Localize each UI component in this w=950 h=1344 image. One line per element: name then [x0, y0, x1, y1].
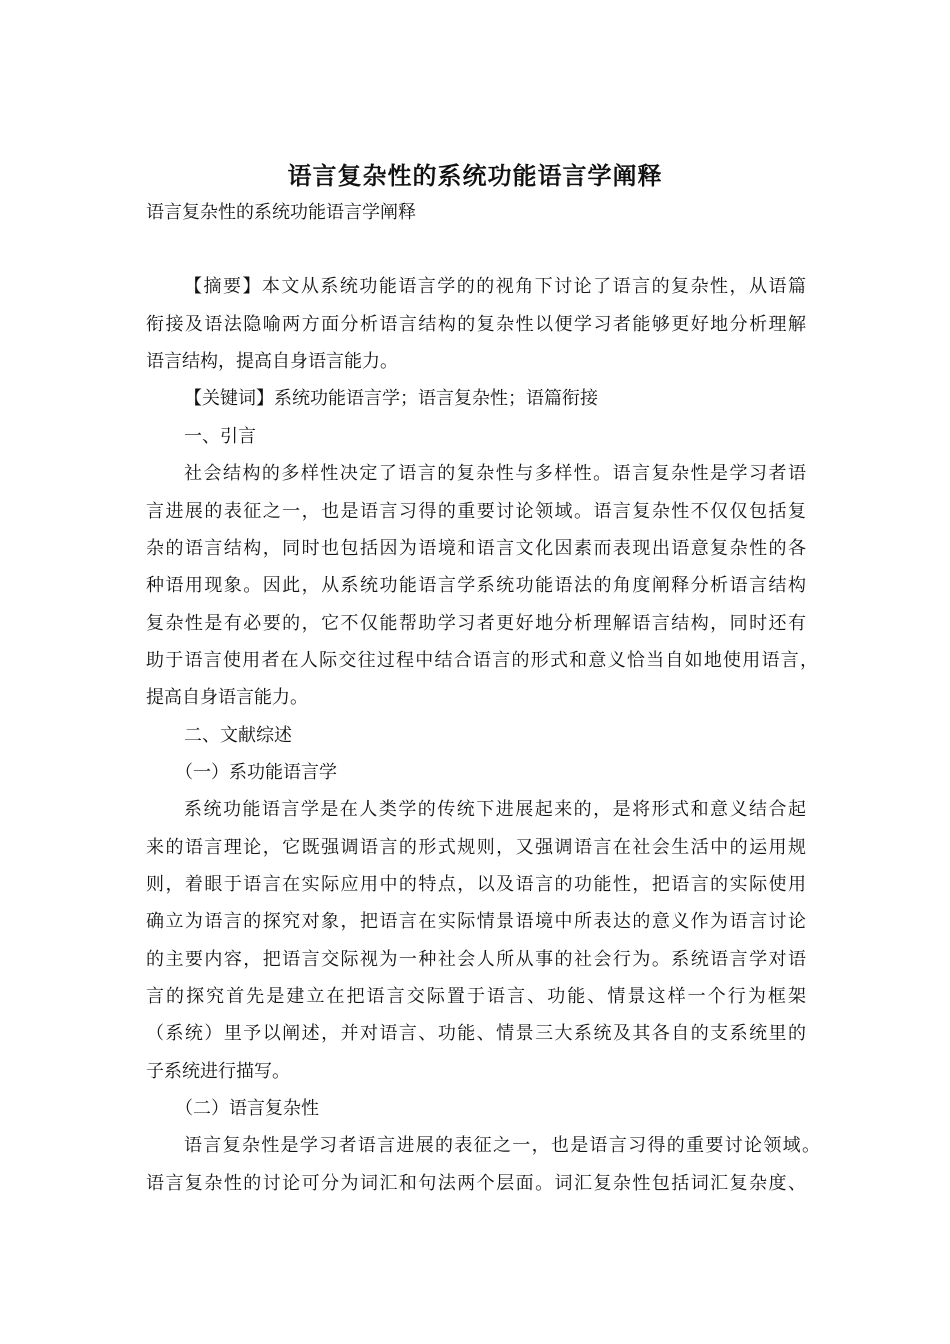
paragraph-line: 提高自身语言能力。 — [146, 687, 308, 708]
paragraph-line: 杂的语言结构，同时也包括因为语境和语言文化因素而表现出语意复杂性的各 — [146, 538, 806, 559]
paragraph-line: 复杂性是有必要的，它不仅能帮助学习者更好地分析理解语言结构，同时还有 — [146, 613, 806, 634]
section-heading: 一、引言 — [184, 426, 256, 447]
paragraph-line: （系统）里予以阐述，并对语言、功能、情景三大系统及其各自的支系统里的 — [146, 1023, 806, 1044]
document-subtitle: 语言复杂性的系统功能语言学阐释 — [146, 202, 416, 223]
paragraph-line: 种语用现象。因此，从系统功能语言学系统功能语法的角度阐释分析语言结构 — [146, 575, 806, 596]
document-title: 语言复杂性的系统功能语言学阐释 — [287, 161, 663, 190]
paragraph-line: 来的语言理论，它既强调语言的形式规则，又强调语言在社会生活中的运用规 — [146, 837, 806, 858]
paragraph-line: 子系统进行描写。 — [146, 1061, 290, 1082]
paragraph-line: 言进展的表征之一，也是语言习得的重要讨论领域。语言复杂性不仅仅包括复 — [146, 501, 806, 522]
paragraph-line: 确立为语言的探究对象，把语言在实际情景语境中所表达的意义作为语言讨论 — [146, 911, 806, 932]
abstract-line: 衔接及语法隐喻两方面分析语言结构的复杂性以便学习者能够更好地分析理解 — [146, 314, 806, 335]
abstract-line: 语言结构，提高自身语言能力。 — [146, 351, 398, 372]
paragraph-line: 的主要内容，把语言交际视为一种社会人所从事的社会行为。系统语言学对语 — [146, 949, 806, 970]
paragraph-line: 社会结构的多样性决定了语言的复杂性与多样性。语言复杂性是学习者语 — [184, 463, 806, 484]
paragraph-line: 则，着眼于语言在实际应用中的特点，以及语言的功能性，把语言的实际使用 — [146, 874, 806, 895]
paragraph-line: 语言复杂性是学习者语言进展的表征之一，也是语言习得的重要讨论领域。 — [184, 1135, 820, 1156]
keywords-line: 【关键词】系统功能语言学；语言复杂性；语篇衔接 — [184, 388, 598, 409]
paragraph-line: 言的探究首先是建立在把语言交际置于语言、功能、情景这样一个行为框架 — [146, 986, 806, 1007]
subsection-heading: （一）系功能语言学 — [175, 762, 337, 783]
section-heading: 二、文献综述 — [184, 725, 292, 746]
paragraph-line: 系统功能语言学是在人类学的传统下进展起来的，是将形式和意义结合起 — [184, 799, 806, 820]
paragraph-line: 助于语言使用者在人际交往过程中结合语言的形式和意义恰当自如地使用语言， — [146, 650, 818, 671]
paragraph-line: 语言复杂性的讨论可分为词汇和句法两个层面。词汇复杂性包括词汇复杂度、 — [146, 1173, 806, 1194]
abstract-line: 【摘要】本文从系统功能语言学的的视角下讨论了语言的复杂性，从语篇 — [184, 276, 806, 297]
subsection-heading: （二）语言复杂性 — [175, 1098, 319, 1119]
